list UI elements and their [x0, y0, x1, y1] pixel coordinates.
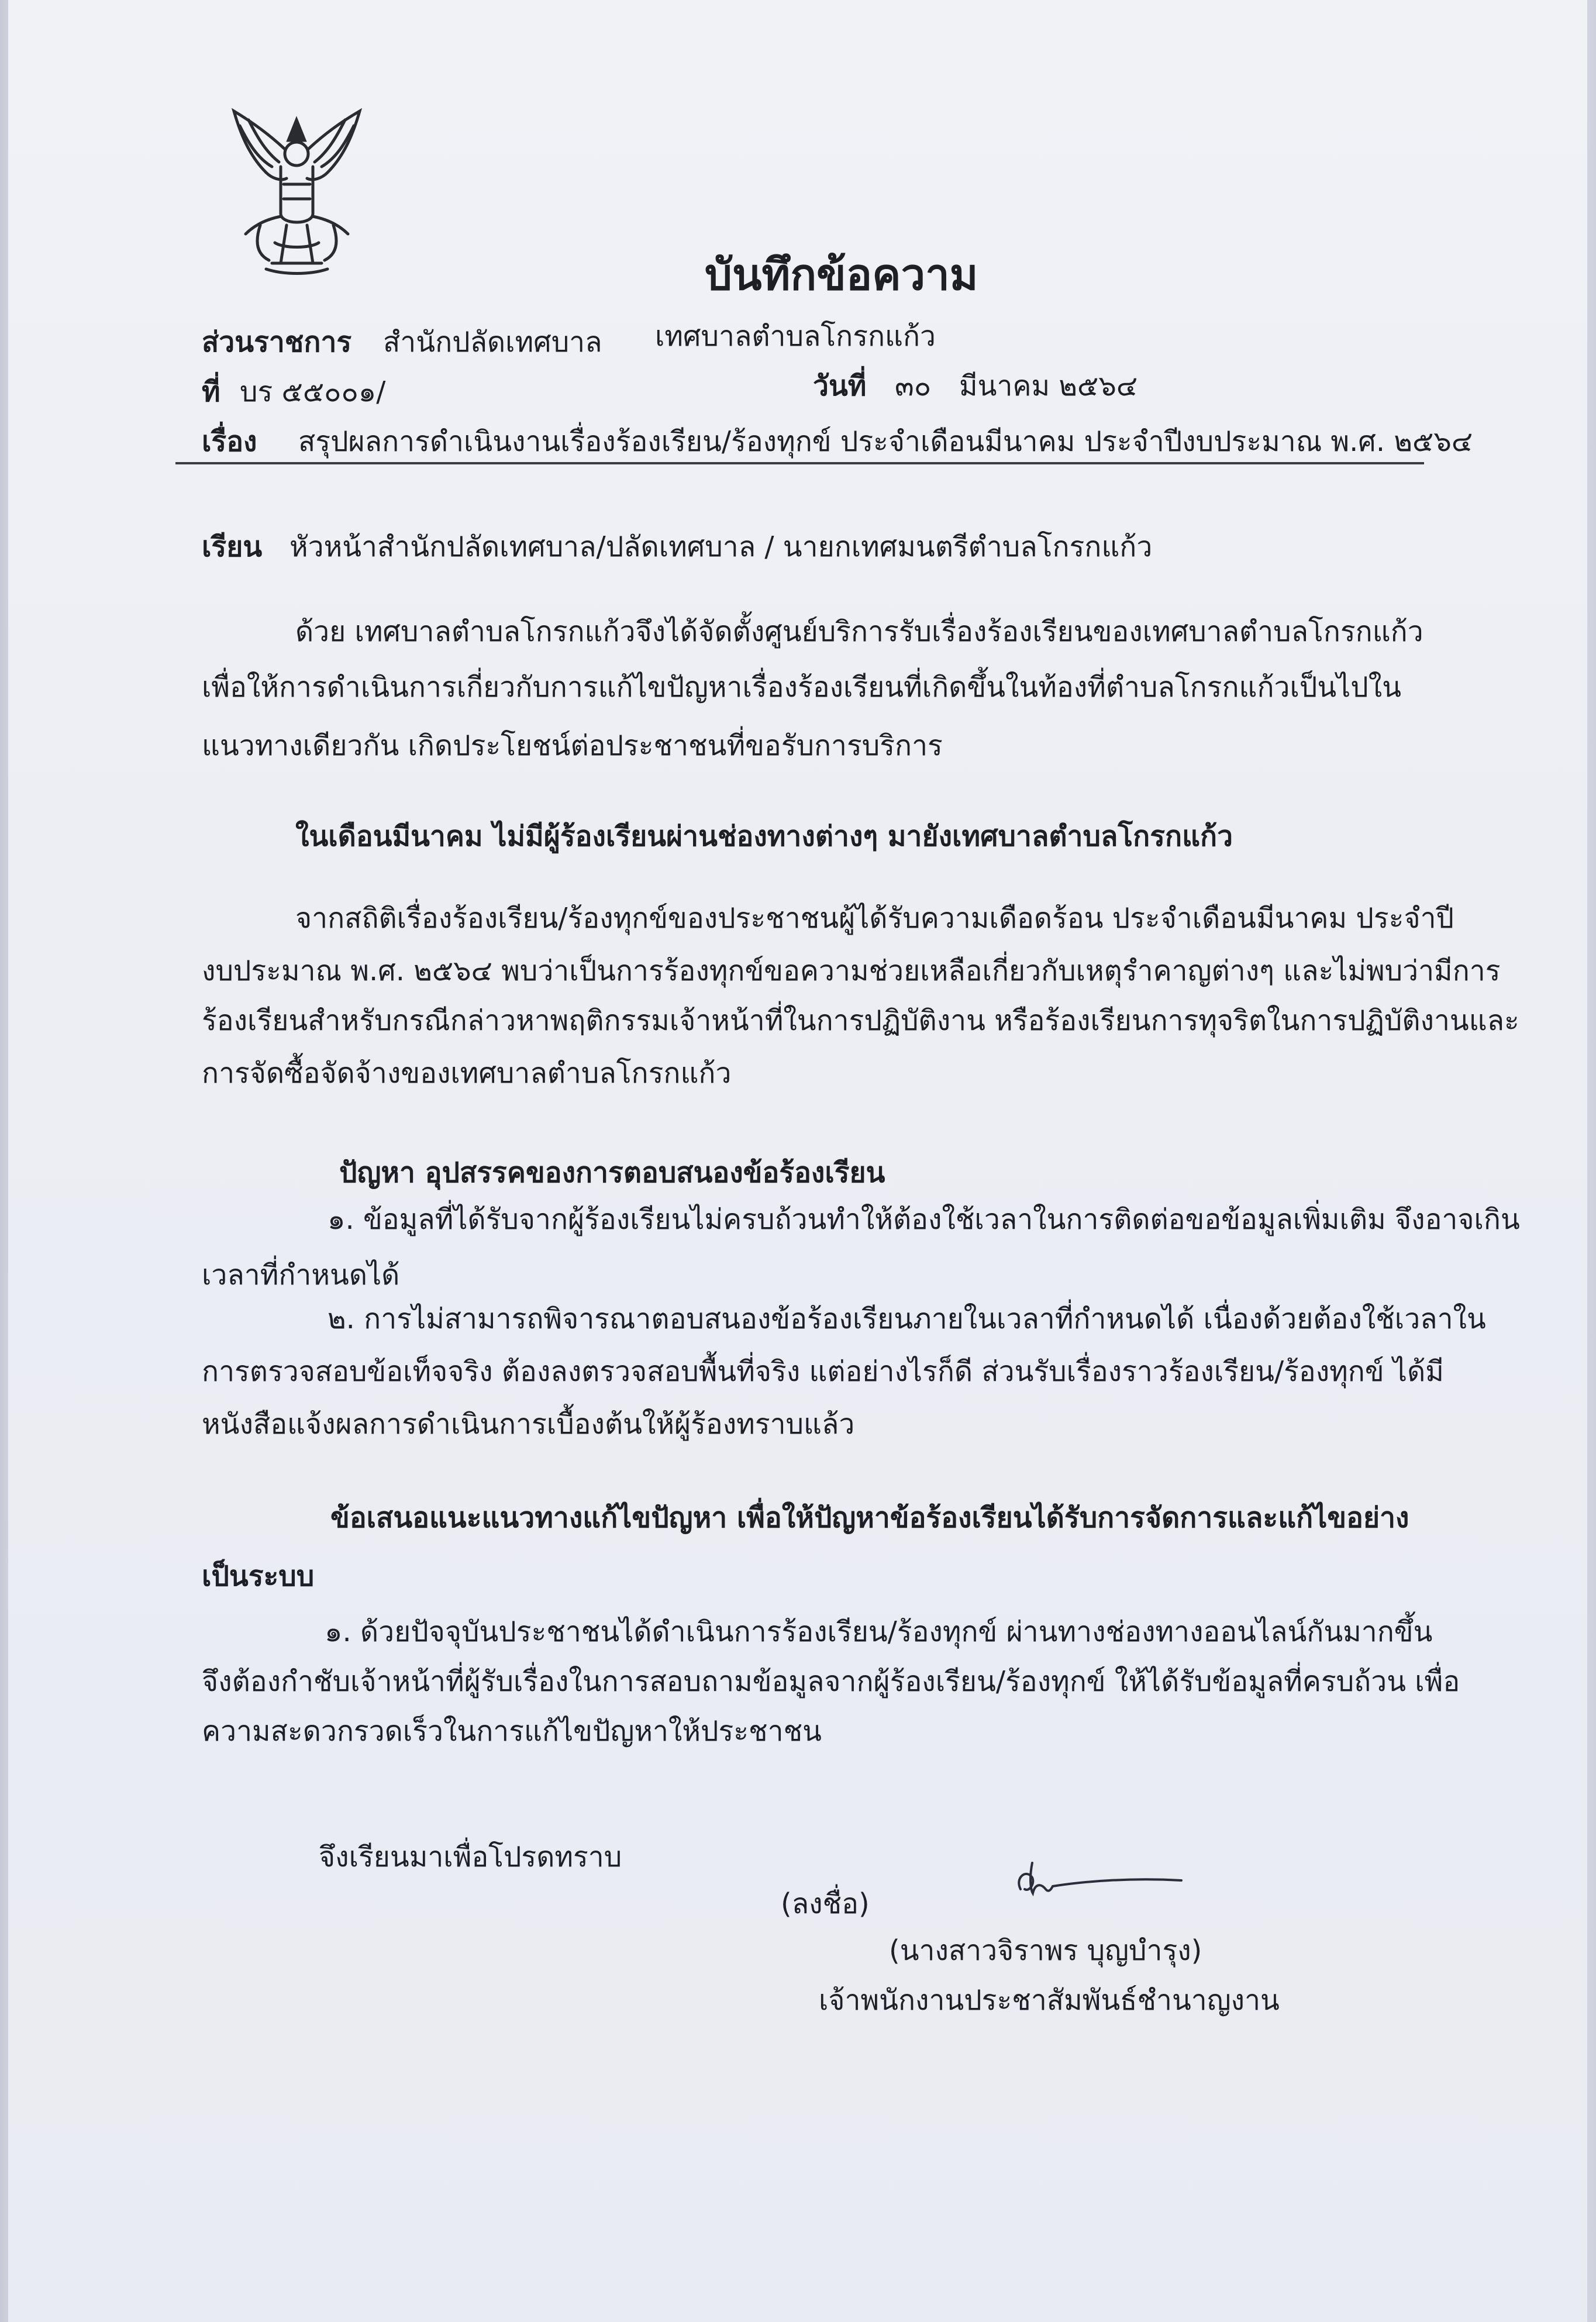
header-divider [175, 462, 1424, 464]
signer-position: เจ้าพนักงานประชาสัมพันธ์ชำนาญงาน [819, 1984, 1280, 2017]
para1-line: ด้วย เทศบาลตำบลโกรกแก้วจึงได้จัดตั้งศูนย์บริการรับเรื่องร้องเรียนของเทศบาลตำบลโกรกแก้ว [295, 615, 1423, 648]
to-label: เรียน [202, 530, 263, 563]
date-month-year: มีนาคม ๒๕๖๔ [959, 370, 1138, 402]
suggestion1-line: จึงต้องกำชับเจ้าหน้าที่ผู้รับเรื่องในการสอบถามข้อมูลจากผู้ร้องเรียน/ร้องทุกข์ ให้ได้รับข้อมูลที่ครบถ้วน เพื่อ [202, 1665, 1460, 1698]
para1-line: เพื่อให้การดำเนินการเกี่ยวกับการแก้ไขปัญหาเรื่องร้องเรียนที่เกิดขึ้นในท้องที่ตำบลโกรกแก้วเป็นไปใน [202, 671, 1402, 704]
garuda-emblem-icon [225, 108, 368, 278]
date-day: ๓๐ [895, 370, 932, 402]
subject-label: เรื่อง [202, 425, 257, 458]
sign-label: (ลงชื่อ) [781, 1887, 870, 1920]
problems-heading: ปัญหา อุปสรรคของการตอบสนองข้อร้องเรียน [339, 1156, 885, 1189]
date-label: วันที่ [813, 370, 867, 402]
ref-value: บร ๕๕๐๐๑/ [240, 375, 386, 408]
to-value: หัวหน้าสำนักปลัดเทศบาล/ปลัดเทศบาล / นายกเทศมนตรีตำบลโกรกแก้ว [289, 530, 1153, 563]
agency-label: ส่วนราชการ [202, 326, 352, 359]
para2-line: การจัดซื้อจัดจ้างของเทศบาลตำบลโกรกแก้ว [202, 1057, 732, 1090]
problem1-line: เวลาที่กำหนดได้ [202, 1259, 400, 1291]
suggestion1-line: ๑. ด้วยปัจจุบันประชาชนได้ดำเนินการร้องเรียน/ร้องทุกข์ ผ่านทางช่องทางออนไลน์กันมากขึ้น [325, 1615, 1433, 1648]
problem2-line: หนังสือแจ้งผลการดำเนินการเบื้องต้นให้ผู้ร้องทราบแล้ว [202, 1408, 855, 1441]
suggestion1-line: ความสะดวกรวดเร็วในการแก้ไขปัญหาให้ประชาชน [202, 1715, 822, 1748]
signature-icon [1012, 1857, 1187, 1910]
para2-line: ร้องเรียนสำหรับกรณีกล่าวหาพฤติกรรมเจ้าหน้าที่ในการปฏิบัติงาน หรือร้องเรียนการทุจริตในการปฏิบัติงานและ [202, 1004, 1519, 1037]
suggestion-heading: เป็นระบบ [202, 1560, 315, 1593]
agency-value-2: เทศบาลตำบลโกรกแก้ว [655, 320, 936, 353]
para2-line: งบประมาณ พ.ศ. ๒๕๖๔ พบว่าเป็นการร้องทุกข์ขอความช่วยเหลือเกี่ยวกับเหตุรำคาญต่างๆ และไม่พบว่ามีการ [202, 955, 1501, 987]
suggestion-heading: ข้อเสนอแนะแนวทางแก้ไขปัญหา เพื่อให้ปัญหาข้อร้องเรียนได้รับการจัดการและแก้ไขอย่าง [330, 1501, 1409, 1534]
highlight-line: ในเดือนมีนาคม ไม่มีผู้ร้องเรียนผ่านช่องทางต่างๆ มายังเทศบาลตำบลโกรกแก้ว [295, 820, 1233, 853]
problem2-line: การตรวจสอบข้อเท็จจริง ต้องลงตรวจสอบพื้นที่จริง แต่อย่างไรก็ดี ส่วนรับเรื่องราวร้องเรียน/ร้องทุกข์ ได้มี [202, 1355, 1444, 1388]
problem1-line: ๑. ข้อมูลที่ได้รับจากผู้ร้องเรียนไม่ครบถ้วนทำให้ต้องใช้เวลาในการติดต่อขอข้อมูลเพิ่มเติม จึงอาจเกิน [328, 1203, 1520, 1236]
subject-value: สรุปผลการดำเนินงานเรื่องร้องเรียน/ร้องทุกข์ ประจำเดือนมีนาคม ประจำปีงบประมาณ พ.ศ. ๒๕๖๔ [298, 425, 1473, 458]
para2-line: จากสถิติเรื่องร้องเรียน/ร้องทุกข์ของประชาชนผู้ได้รับความเดือดร้อน ประจำเดือนมีนาคม ประจำปี [295, 902, 1454, 935]
para1-line: แนวทางเดียวกัน เกิดประโยชน์ต่อประชาชนที่ขอรับการบริการ [202, 729, 943, 762]
closing-line: จึงเรียนมาเพื่อโปรดทราบ [319, 1841, 622, 1873]
problem2-line: ๒. การไม่สามารถพิจารณาตอบสนองข้อร้องเรียนภายในเวลาที่กำหนดได้ เนื่องด้วยต้องใช้เวลาใน [328, 1303, 1486, 1335]
agency-value: สำนักปลัดเทศบาล [383, 326, 602, 359]
memo-title: บันทึกข้อความ [705, 250, 978, 300]
ref-label: ที่ [202, 375, 220, 408]
signer-name: (นางสาวจิราพร บุญบำรุง) [889, 1934, 1202, 1967]
